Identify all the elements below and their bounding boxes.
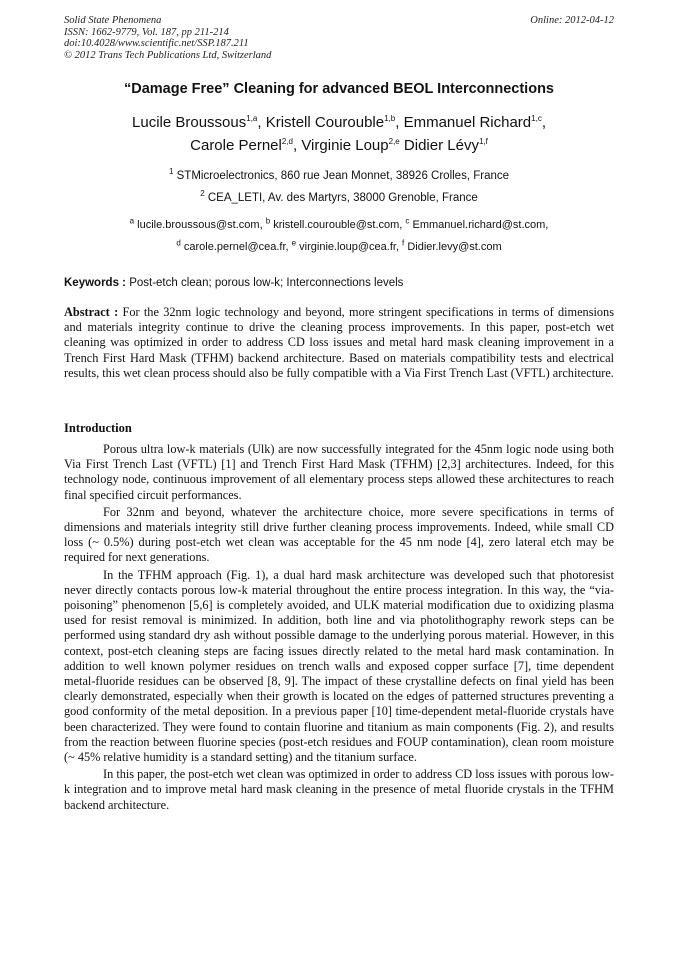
journal-doi: doi:10.4028/www.scientific.net/SSP.187.211 [64,38,249,49]
section-title-introduction: Introduction [64,421,132,435]
introduction-body [64,442,614,815]
abstract-text: For the 32nm logic technology and beyond, more stringent specifications in terms of dimensions and materials integrity continue to drive the cleaning process improvements. In this paper, post-etch wet cleaning was optimized in order to address CD loss issues and metal hard mask cleaning improvement in a Trench First Hard Mask (TFHM) backend architecture. Based on materials compatibility tests and electrical results, this wet clean process should also be fully compatible with a Via First Trench Last (VFTL) architecture. [64,305,614,380]
intro-paragraph: In this paper, the post-etch wet clean was optimized in order to address CD loss issues with porous low-k integration and to improve metal hard mask cleaning in the presence of metal fluoride crystals in the TFHM backend architecture. [64,767,614,812]
affiliation-1 [0,167,678,182]
author-sup: 1,c [531,114,542,123]
author-name: Kristell Courouble [265,114,385,131]
journal-name: Solid State Phenomena [64,15,162,26]
affiliation-sup: 1 [168,167,174,177]
paper-title: “Damage Free” Cleaning for advanced BEOL Interconnections [123,81,554,97]
email-text: carole.pernel@cea.fr, [183,241,292,253]
keywords-label: Keywords : [64,277,126,289]
affiliation-sup: 2 [200,189,205,199]
journal-copyright: © 2012 Trans Tech Publications Ltd, Switzerland [64,49,272,61]
author-sup: 2,e [388,137,400,146]
email-sup: b [265,216,271,226]
author-separator: , [257,114,266,131]
affiliation-2 [0,189,678,204]
affiliation-text: STMicroelectronics, 860 rue Jean Monnet, 38926 Crolles, France [176,170,510,182]
author-name: Didier Lévy [403,137,479,154]
journal-header [64,15,424,61]
author-separator: , [292,137,302,154]
author-sup: 1,f [478,137,488,146]
keywords [64,277,614,289]
email-text: Didier.levy@st.com [407,241,502,253]
affiliation-text: CEA_LETI, Av. des Martyrs, 38000 Grenoble, France [207,192,478,204]
intro-paragraph: For 32nm and beyond, whatever the architecture choice, more severe specifications in terms of dimensions and materials integrity still drive further cleaning process improvements. Indeed, while small CD loss (~ 0.5%) during post-etch wet clean was acceptable for the 45 nm node [4], zero lateral etch may be required for next generations. [64,504,614,565]
abstract [64,305,614,381]
online-date: Online: 2012-04-12 [530,15,614,26]
author-sup: 2,d [281,137,293,146]
email-text: lucile.broussous@st.com, [137,219,266,231]
email-text: Emmanuel.richard@st.com, [412,219,549,231]
intro-paragraph: In the TFHM approach (Fig. 1), a dual hard mask architecture was developed such that photoresist never directly contacts porous low-k material throughout the entire process integration. In this way, the “via-poisoning” phenomenon [5,6] is completely avoided, and ULK material modification due to oxidizing plasma used for resist removal is minimized. In addition, both line and via photolithography rework steps can be performed using standard dry ash without possible damage to the underlying porous material. However, in this context, post-etch cleaning steps are facing issues directly related to the metal hard mask contamination. In addition to well known polymer residues on trench walls and exposed copper surface [7], time dependent metal-fluoride residues can be observed [8, 9]. The impact of these crystalline defects on final yield has been clearly demonstrated, especially when their growth is located on the edges of patterned structures preventing a good conformity of the metal deposition. In a previous paper [10] time-dependent metal-fluoride crystals have been characterized. They were found to contain fluorine and titanium as main components (Fig. 2), and results from the reaction between fluorine species (post-etch residues and FOUP contamination), clean room moisture (~ 45% relative humidity is a standard setting) and the titanium surface. [64,567,614,765]
author-sup: 1,b [384,114,396,123]
journal-issn: ISSN: 1662-9779, Vol. 187, pp 211-214 [64,26,229,38]
email-line-1 [0,216,678,231]
author-name: Emmanuel Richard [403,114,532,131]
abstract-label: Abstract : [64,305,119,319]
author-name: Lucile Broussous [132,114,247,131]
email-line-2 [0,238,678,253]
author-name: Virginie Loup [301,137,389,154]
author-name: Carole Pernel [190,137,282,154]
author-line-2 [0,137,678,155]
email-text: kristell.courouble@st.com, [273,219,406,231]
author-separator: , [541,114,546,131]
keywords-text: Post-etch clean; porous low-k; Interconnections levels [126,277,404,289]
email-text: virginie.loup@cea.fr, [299,241,403,253]
email-sup: d [176,238,181,248]
email-sup: c [405,216,410,226]
intro-paragraph: Porous ultra low-k materials (Ulk) are now successfully integrated for the 45nm logic node using both Via First Trench Last (VFTL) [1] and Trench First Hard Mask (TFHM) [2,3] architectures. Indeed, for this technology node, continuous improvement of all elementary process steps allowed these architectures to reach final specified circuit performances. [64,442,614,502]
author-line-1 [0,114,678,132]
email-sup: f [402,238,405,248]
author-sup: 1,a [246,114,258,123]
email-sup: e [291,238,297,248]
email-sup: a [129,216,135,226]
author-separator: , [395,114,404,131]
